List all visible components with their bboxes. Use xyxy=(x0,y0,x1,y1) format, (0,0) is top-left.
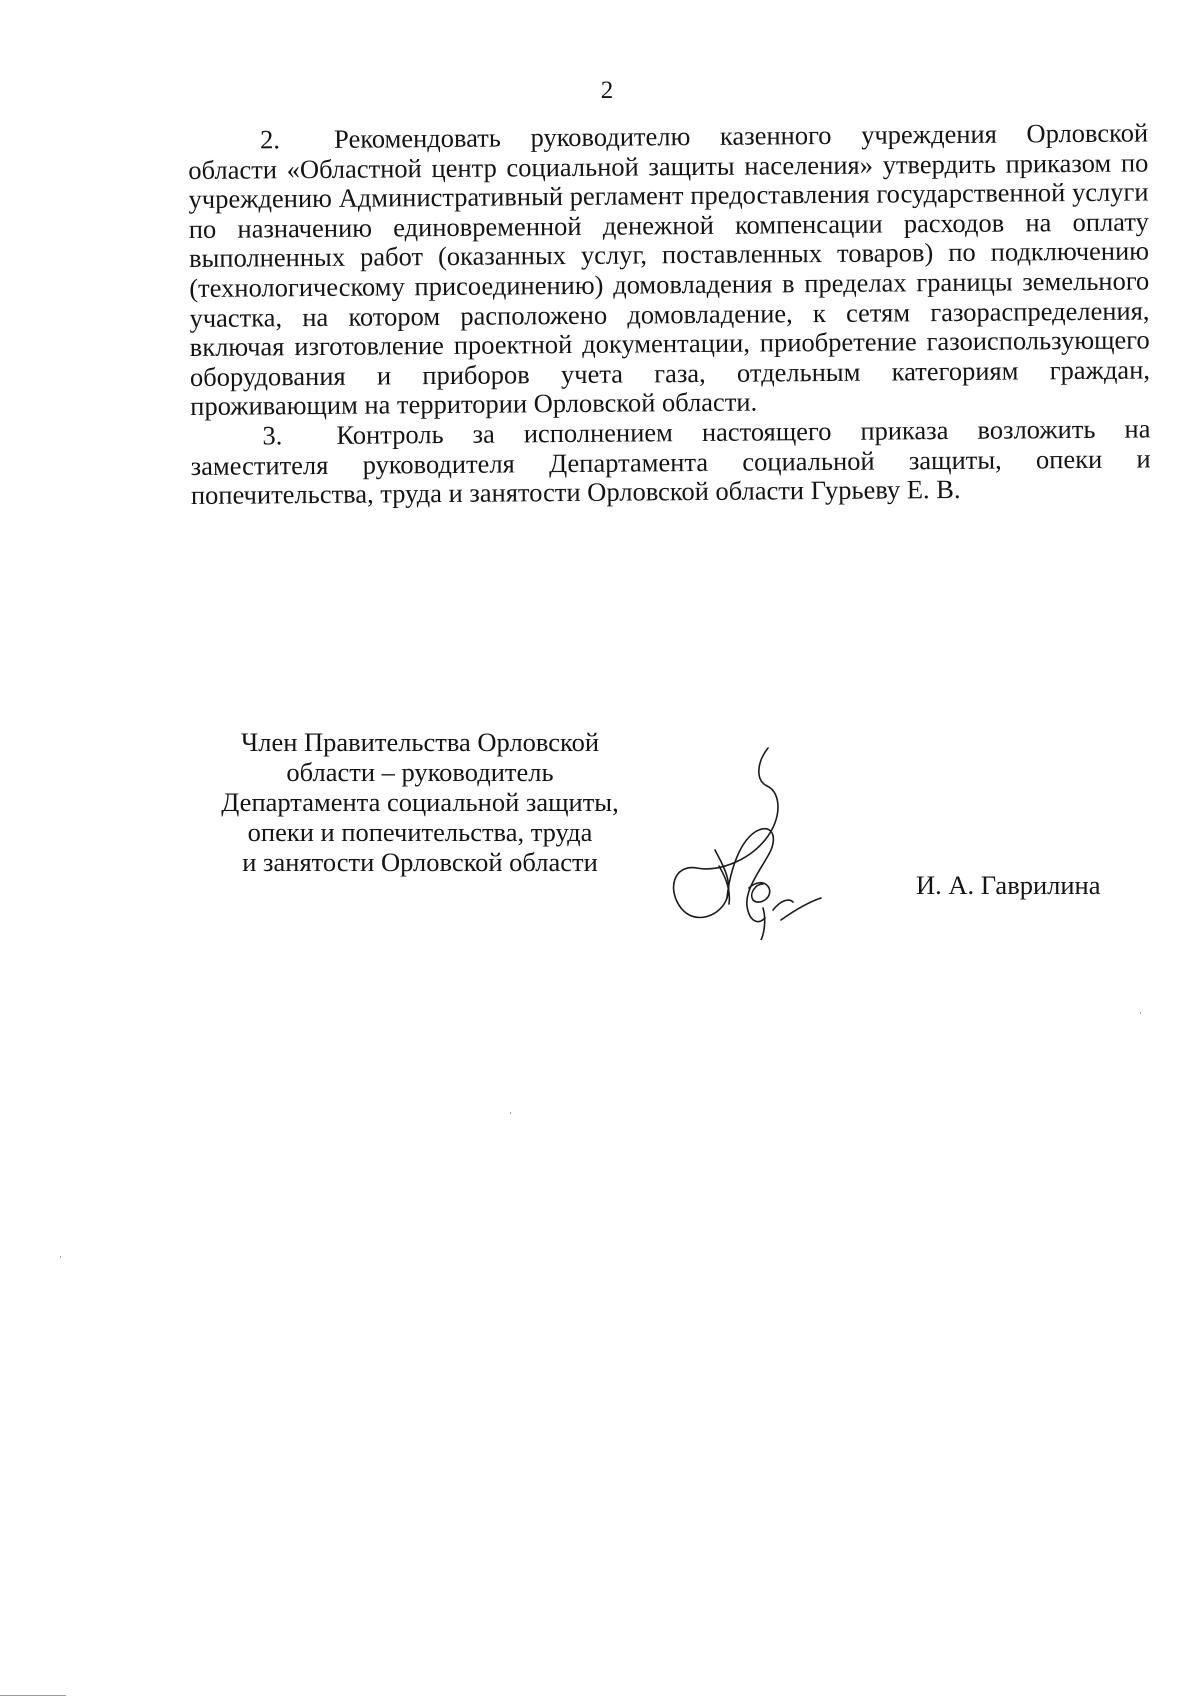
handwritten-signature-icon xyxy=(655,740,830,940)
position-line: опеки и попечительства, труда xyxy=(247,817,593,847)
paragraph-text: Контроль за исполнением настоящего приказа возложить на заместителя руководителя Департамента социальной защиты, опеки и попечительства, труда и занятости Орловской области Гурьеву Е. В. xyxy=(190,413,1151,511)
scan-edge-mark xyxy=(0,1695,66,1696)
scan-dust-mark xyxy=(60,1256,61,1258)
page-number: 2 xyxy=(600,77,614,104)
paragraph-text: Рекомендовать руководителю казенного учреждения Орловской области «Областной центр социальной защиты населения» утвердить приказом по учреждению Административный регламент предоставления государственной услуги по назначению единовременной денежной компенсации расходов на оплату выполненных работ (оказанных услуг, поставленных товаров) по подключению (технологическому присоединению) домовладения в пределах границы земельного участка, на котором расположено домовладение, к сетям газораспределения, включая изготовление проектной документации, приобретение газоиспользующего оборудования и приборов учета газа, отдельным категориям граждан, проживающим на территории Орловской области. xyxy=(188,117,1151,422)
paragraph-3 xyxy=(190,414,1151,510)
position-line: и занятости Орловской области xyxy=(242,847,598,877)
signatory-position xyxy=(200,727,640,877)
position-line: Член Правительства Орловской xyxy=(241,727,599,757)
document-body xyxy=(188,118,1151,510)
scan-dust-mark xyxy=(510,1112,511,1114)
signer-name: И. А. Гаврилина xyxy=(916,870,1101,900)
scan-dust-mark xyxy=(1140,1012,1141,1014)
paragraph-number: 3. xyxy=(262,420,283,451)
position-line: Департамента социальной защиты, xyxy=(221,787,619,817)
paragraph-2 xyxy=(188,118,1150,421)
paragraph-number: 2. xyxy=(259,124,281,155)
position-line: области – руководитель xyxy=(286,757,554,787)
